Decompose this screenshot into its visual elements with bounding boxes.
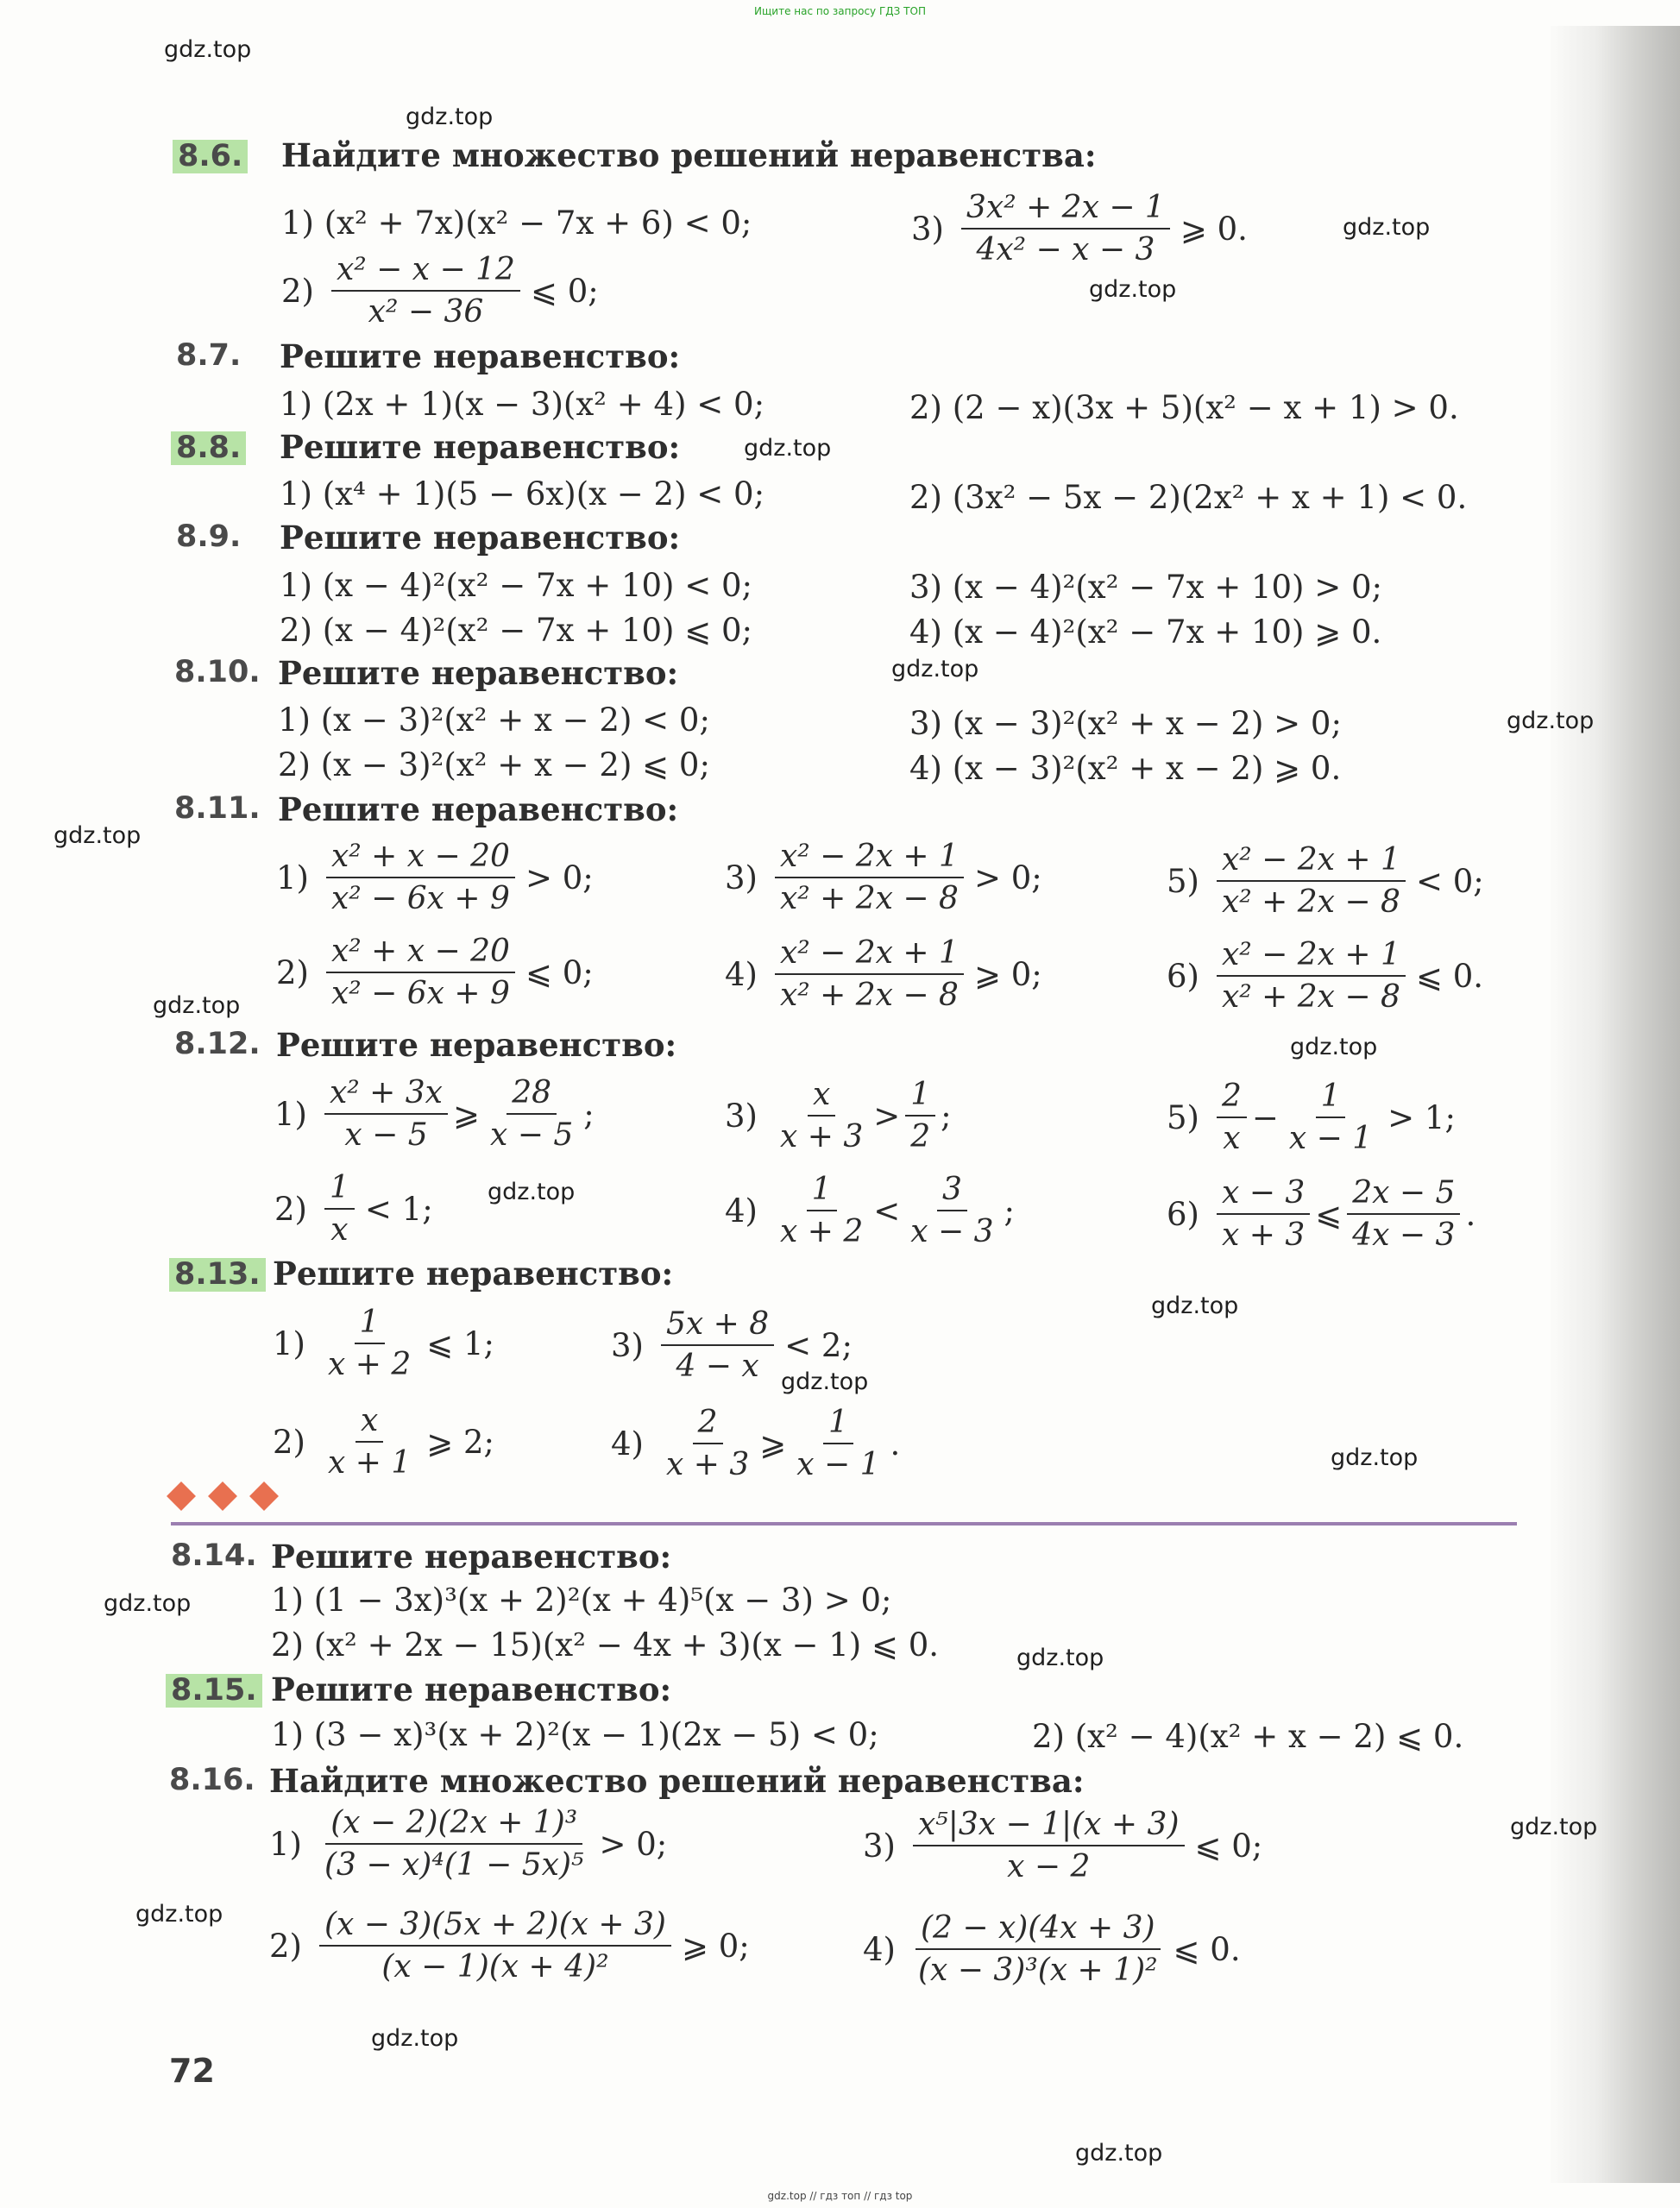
item-operator: ⩽ (1315, 1195, 1343, 1233)
numerator: 1 (1316, 1079, 1346, 1118)
numerator: 1 (355, 1305, 385, 1344)
item-label: 2) (269, 1927, 302, 1965)
numerator: x − 3 (1217, 1175, 1310, 1215)
item-tail: ⩾ 0. (1180, 210, 1248, 248)
watermark: gdz.top (781, 1368, 869, 1395)
diamond-icon (208, 1481, 237, 1511)
numerator: 28 (507, 1075, 557, 1115)
denominator: 4 − x (676, 1349, 759, 1385)
denominator: x − 3 (910, 1214, 994, 1250)
numerator: 1 (807, 1172, 837, 1211)
task-item-fraction (276, 839, 594, 917)
numerator: x⁵|3x − 1|(x + 3) (913, 1807, 1185, 1846)
watermark: gdz.top (1290, 1034, 1378, 1060)
item-label: 5) (1167, 862, 1199, 900)
numerator: x² + x − 20 (326, 934, 515, 973)
page-number: 72 (169, 2052, 215, 2090)
task-number: 8.12. (174, 1027, 261, 1061)
task-number: 8.13. (169, 1258, 266, 1292)
task-item-fraction (611, 1405, 900, 1483)
watermark: gdz.top (53, 822, 142, 849)
task-item-fraction (1167, 1079, 1456, 1157)
task-number: 8.8. (171, 431, 246, 465)
task-number: 8.11. (174, 791, 261, 826)
denominator: x + 2 (327, 1347, 412, 1383)
task-item: 4) (x − 4)²(x² − 7x + 10) ⩾ 0. (909, 613, 1382, 651)
diamond-icon (249, 1481, 279, 1511)
denominator: x (1223, 1121, 1241, 1157)
item-label: 6) (1167, 957, 1199, 995)
watermark: gdz.top (1510, 1814, 1598, 1840)
task-title: Решите неравенство: (273, 1255, 674, 1293)
denominator: x² + 2x − 8 (779, 978, 959, 1014)
item-tail: > 1; (1387, 1098, 1456, 1136)
numerator: 1 (324, 1170, 355, 1210)
denominator: x − 2 (1007, 1849, 1091, 1885)
item-operator: > (873, 1097, 901, 1135)
numerator: 2 (693, 1405, 723, 1444)
task-item-fraction (725, 1077, 952, 1155)
task-number: 8.6. (173, 140, 248, 173)
numerator: (x − 3)(5x + 2)(x + 3) (319, 1907, 671, 1947)
item-label: 3) (863, 1827, 896, 1865)
item-label: 3) (611, 1326, 644, 1364)
item-tail: ⩽ 0. (1415, 957, 1484, 995)
task-title: Решите неравенство: (271, 1670, 672, 1708)
task-item-fraction (911, 190, 1248, 268)
watermark: gdz.top (371, 2025, 459, 2052)
denominator: 2 (910, 1119, 931, 1155)
book-spine-shadow (1551, 26, 1680, 2183)
task-item: 4) (x − 3)²(x² + x − 2) ⩾ 0. (909, 750, 1342, 787)
task-item: 2) (2 − x)(3x + 5)(x² − x + 1) > 0. (909, 389, 1459, 426)
watermark: gdz.top (891, 656, 979, 683)
task-number: 8.15. (166, 1674, 262, 1708)
watermark: gdz.top (135, 1901, 223, 1928)
denominator: x² + 2x − 8 (779, 881, 959, 917)
task-item: 1) (2x + 1)(x − 3)(x² + 4) < 0; (280, 386, 765, 423)
item-label: 5) (1167, 1098, 1199, 1136)
item-tail: ⩾ 0; (973, 955, 1042, 993)
watermark: gdz.top (164, 36, 252, 63)
task-item-fraction (725, 1172, 1015, 1250)
item-label: 1) (276, 859, 309, 896)
numerator: 1 (905, 1077, 935, 1117)
item-label: 4) (611, 1425, 644, 1463)
denominator: x − 5 (344, 1117, 428, 1154)
item-label: 3) (725, 859, 758, 896)
numerator: (2 − x)(4x + 3) (916, 1910, 1161, 1950)
item-tail: ⩽ 0; (1194, 1827, 1263, 1865)
task-item-fraction (725, 935, 1042, 1014)
denominator: x + 3 (779, 1119, 864, 1155)
denominator: x + 3 (665, 1447, 750, 1483)
item-tail: . (890, 1425, 901, 1463)
item-label: 2) (281, 272, 314, 310)
task-number: 8.9. (176, 519, 242, 554)
task-item-fraction (273, 1403, 494, 1481)
item-operator: − (1251, 1098, 1279, 1136)
section-divider (171, 1522, 1517, 1525)
numerator: 3x² + 2x − 1 (961, 190, 1170, 230)
task-item-fraction (281, 252, 599, 330)
task-number: 8.10. (174, 655, 261, 689)
watermark: gdz.top (1089, 276, 1177, 303)
item-label: 3) (725, 1097, 758, 1135)
task-item: 2) (x² − 4)(x² + x − 2) ⩽ 0. (1032, 1718, 1464, 1755)
item-operator: ⩾ (759, 1425, 787, 1463)
item-tail: < 1; (364, 1190, 433, 1228)
item-tail: ; (583, 1095, 595, 1133)
task-number: 8.7. (176, 338, 242, 373)
task-item: 1) (1 − 3x)³(x + 2)²(x + 4)⁵(x − 3) > 0; (271, 1582, 892, 1619)
denominator: x + 2 (779, 1214, 864, 1250)
bottom-caption: gdz.top // гдз топ // гдз top (767, 2190, 913, 2202)
task-item-fraction (274, 1170, 433, 1249)
numerator: (x − 2)(2x + 1)³ (325, 1805, 582, 1845)
denominator: x² + 2x − 8 (1221, 884, 1400, 921)
item-tail: ; (1004, 1192, 1015, 1230)
task-item: 2) (x − 4)²(x² − 7x + 10) ⩽ 0; (280, 612, 753, 649)
watermark: gdz.top (1343, 214, 1431, 241)
item-tail: ⩽ 0; (525, 953, 594, 991)
item-tail: ⩽ 1; (426, 1324, 495, 1362)
item-tail: ; (941, 1097, 952, 1135)
task-item-fraction (273, 1305, 494, 1383)
numerator: 3 (937, 1172, 967, 1211)
task-item-fraction (276, 934, 594, 1012)
task-title: Решите неравенство: (278, 654, 679, 692)
task-item: 3) (x − 4)²(x² − 7x + 10) > 0; (909, 569, 1383, 606)
watermark: gdz.top (1016, 1645, 1104, 1671)
denominator: (3 − x)⁴(1 − 5x)⁵ (324, 1847, 584, 1884)
numerator: 2x − 5 (1347, 1175, 1460, 1215)
numerator: x² − x − 12 (331, 252, 520, 292)
numerator: x² + 3x (324, 1075, 448, 1115)
task-item: 1) (x − 4)²(x² − 7x + 10) < 0; (280, 567, 753, 604)
denominator: x − 5 (490, 1117, 574, 1154)
task-item: 2) (x − 3)²(x² + x − 2) ⩽ 0; (278, 746, 710, 783)
item-label: 4) (725, 1192, 758, 1230)
task-item-fraction (611, 1306, 853, 1385)
watermark: gdz.top (1507, 708, 1595, 734)
task-item: 1) (3 − x)³(x + 2)²(x − 1)(2x − 5) < 0; (271, 1716, 879, 1753)
task-title: Решите неравенство: (280, 428, 681, 466)
watermark: gdz.top (1331, 1444, 1419, 1471)
item-label: 2) (276, 953, 309, 991)
numerator: 2 (1217, 1079, 1247, 1118)
denominator: x + 1 (327, 1445, 412, 1481)
task-item: 1) (x⁴ + 1)(5 − 6x)(x − 2) < 0; (280, 475, 765, 513)
task-item-fraction (725, 839, 1042, 917)
item-label: 4) (725, 955, 758, 993)
task-item-fraction (269, 1805, 667, 1884)
task-title: Найдите множество решений неравенства: (269, 1762, 1085, 1800)
item-tail: ⩽ 0; (530, 272, 599, 310)
difficulty-diamonds (171, 1486, 274, 1507)
item-label: 6) (1167, 1195, 1199, 1233)
task-item-fraction (274, 1075, 595, 1154)
denominator: x² + 2x − 8 (1221, 979, 1400, 1016)
task-item: 2) (3x² − 5x − 2)(2x² + x + 1) < 0. (909, 479, 1468, 516)
item-label: 2) (274, 1190, 307, 1228)
item-tail: ⩽ 0. (1173, 1930, 1241, 1968)
item-label: 4) (863, 1930, 896, 1968)
task-item: 3) (x − 3)²(x² + x − 2) > 0; (909, 705, 1342, 742)
task-title: Решите неравенство: (280, 519, 681, 557)
watermark: gdz.top (1075, 2140, 1163, 2167)
item-label: 1) (273, 1324, 305, 1362)
numerator: x² − 2x + 1 (1217, 937, 1406, 977)
denominator: x (330, 1212, 349, 1249)
item-label: 1) (274, 1095, 307, 1133)
item-operator: ⩾ (452, 1095, 480, 1133)
task-item: 1) (x − 3)²(x² + x − 2) < 0; (278, 701, 710, 739)
numerator: x (808, 1077, 835, 1117)
task-item-fraction (269, 1907, 750, 1985)
task-item: 2) (x² + 2x − 15)(x² − 4x + 3)(x − 1) ⩽ 0. (271, 1626, 940, 1664)
numerator: x² + x − 20 (326, 839, 515, 878)
numerator: 1 (823, 1405, 853, 1444)
numerator: x² − 2x + 1 (775, 839, 964, 878)
watermark: gdz.top (153, 992, 241, 1019)
item-label: 3) (911, 210, 944, 248)
task-title: Решите неравенство: (271, 1538, 672, 1576)
item-label: 2) (273, 1423, 305, 1461)
task-title: Найдите множество решений неравенства: (281, 136, 1097, 174)
denominator: (x − 3)³(x + 1)² (917, 1953, 1158, 1989)
task-item-fraction (1167, 1175, 1476, 1254)
watermark: gdz.top (1151, 1293, 1239, 1319)
watermark: gdz.top (406, 104, 494, 130)
item-tail: > 0; (599, 1825, 668, 1863)
task-item-fraction (863, 1910, 1241, 1989)
item-tail: ⩾ 2; (426, 1423, 495, 1461)
item-tail: < 0; (1415, 862, 1484, 900)
watermark: gdz.top (744, 435, 832, 462)
denominator: 4x − 3 (1352, 1217, 1456, 1254)
numerator: 5x + 8 (661, 1306, 774, 1346)
item-tail: < 2; (784, 1326, 853, 1364)
denominator: x + 3 (1221, 1217, 1306, 1254)
denominator: 4x² − x − 3 (976, 232, 1155, 268)
item-operator: < (873, 1192, 901, 1230)
watermark: gdz.top (104, 1590, 192, 1617)
denominator: x² − 6x + 9 (330, 881, 510, 917)
task-item: 1) (x² + 7x)(x² − 7x + 6) < 0; (281, 204, 752, 242)
item-label: 1) (269, 1825, 302, 1863)
task-title: Решите неравенство: (276, 1026, 677, 1064)
numerator: x (356, 1403, 383, 1443)
item-tail: . (1465, 1195, 1476, 1233)
item-tail: ⩾ 0; (681, 1927, 750, 1965)
numerator: x² − 2x + 1 (775, 935, 964, 975)
watermark: gdz.top (488, 1179, 576, 1205)
task-number: 8.16. (169, 1763, 255, 1797)
task-item-fraction (1167, 842, 1484, 921)
denominator: (x − 1)(x + 4)² (381, 1949, 609, 1985)
denominator: x − 1 (1288, 1121, 1373, 1157)
denominator: x² − 36 (368, 294, 484, 330)
task-title: Решите неравенство: (280, 337, 681, 375)
task-number: 8.14. (171, 1538, 257, 1573)
diamond-icon (167, 1481, 196, 1511)
denominator: x − 1 (796, 1447, 880, 1483)
numerator: x² − 2x + 1 (1217, 842, 1406, 882)
task-item-fraction (863, 1807, 1262, 1885)
top-caption: Ищите нас по запросу ГДЗ ТОП (754, 5, 926, 17)
item-tail: > 0; (525, 859, 594, 896)
item-tail: > 0; (973, 859, 1042, 896)
denominator: x² − 6x + 9 (330, 976, 510, 1012)
task-title: Решите неравенство: (278, 790, 679, 828)
task-item-fraction (1167, 937, 1483, 1016)
